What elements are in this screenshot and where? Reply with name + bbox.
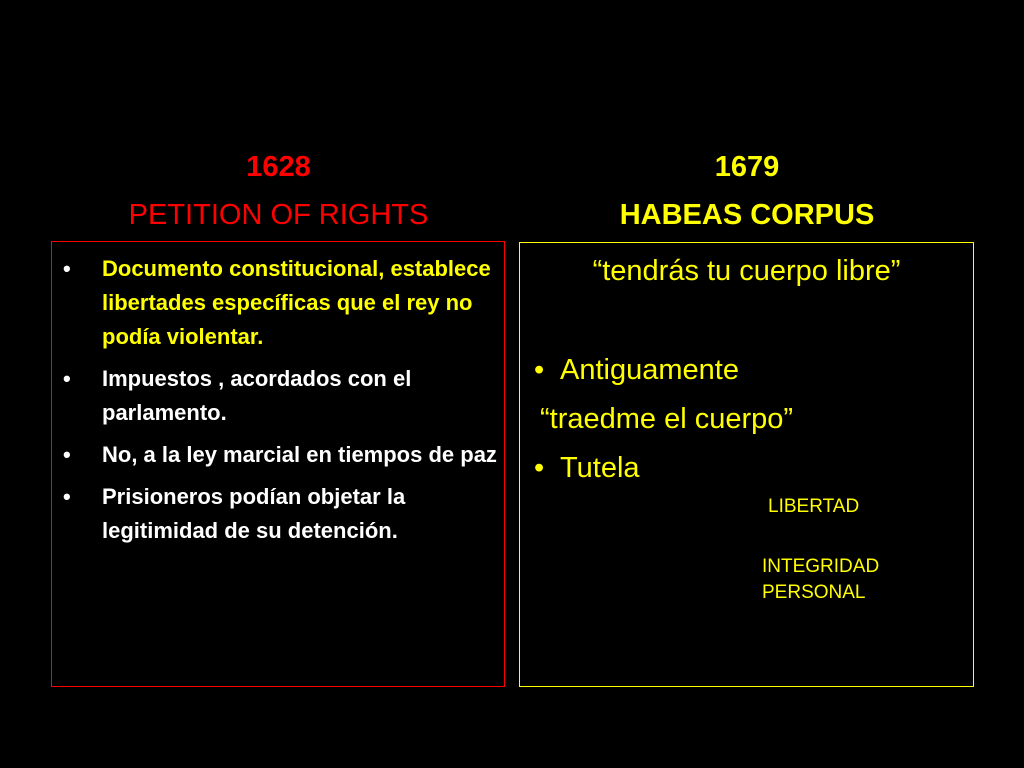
bullet-icon: • [63, 366, 71, 391]
left-title: PETITION OF RIGHTS [128, 199, 429, 231]
bullet-text: Tutela [560, 452, 640, 484]
note-integridad [762, 554, 879, 606]
left-heading [52, 150, 505, 246]
list-item [59, 480, 499, 548]
list-item-text: Documento constitucional, establece libertades específicas que el rey no podía violentar. [102, 256, 491, 349]
petition-box [51, 241, 505, 687]
note-libertad: LIBERTAD [768, 496, 860, 517]
bullet-icon: • [63, 442, 71, 467]
bullet-icon: • [63, 256, 71, 281]
right-heading [520, 150, 974, 246]
list-item-text: No, a la ley marcial en tiempos de paz [102, 442, 497, 467]
bullet-icon: • [534, 452, 545, 484]
habeas-quote: “tendrás tu cuerpo libre” [592, 255, 901, 287]
note-line: INTEGRIDAD [762, 556, 880, 577]
habeas-content [520, 243, 973, 686]
right-title: HABEAS CORPUS [619, 199, 875, 231]
habeas-bullet-antiguamente [524, 352, 739, 388]
list-item-text: Impuestos , acordados con el parlamento. [102, 366, 412, 425]
note-line: PERSONAL [762, 582, 866, 603]
list-item [59, 362, 499, 430]
list-item [59, 438, 499, 472]
petition-list [59, 252, 499, 556]
habeas-box [519, 242, 974, 687]
bullet-icon: • [534, 354, 545, 386]
habeas-quote-2: “traedme el cuerpo” [540, 403, 794, 435]
list-item-text: Prisioneros podían objetar la legitimidad de su detención. [102, 484, 406, 543]
bullet-text: Antiguamente [560, 354, 739, 386]
left-year: 1628 [246, 151, 311, 183]
habeas-bullet-tutela [524, 450, 640, 486]
list-item [59, 252, 499, 354]
right-year: 1679 [714, 151, 780, 183]
bullet-icon: • [63, 484, 71, 509]
